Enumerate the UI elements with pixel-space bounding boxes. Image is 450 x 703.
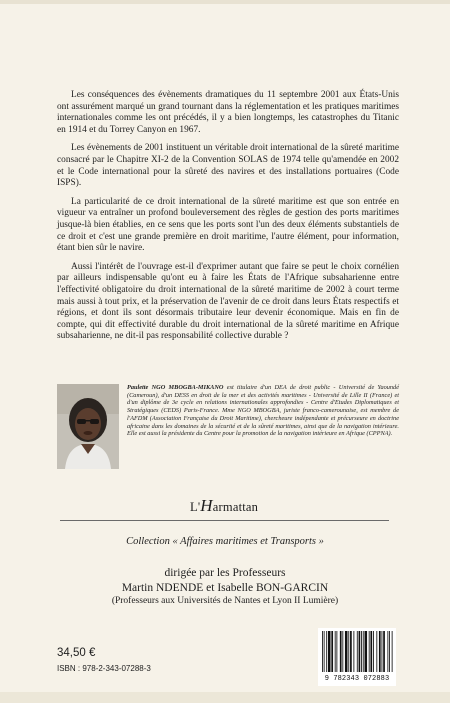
barcode-bar	[322, 631, 323, 672]
barcode-bar	[383, 631, 385, 672]
publisher-rest: armattan	[212, 500, 259, 514]
barcode-bar	[348, 631, 349, 672]
paragraph-1: Les conséquences des évènements dramatiques du 11 septembre 2001 aux États-Unis ont assurément marqué un grand tournant dans la réglementation et les pratiques maritimes internationales comme les ont précédés, il y a bien longtemps, les catastrophes du Titanic en 1914 et du Torrey Canyon en 1967.	[57, 90, 399, 135]
barcode-bar	[389, 631, 390, 672]
barcode-bar	[376, 631, 377, 672]
barcode-bar	[336, 631, 337, 672]
barcode-bar	[328, 631, 331, 672]
barcode-bar	[335, 631, 336, 672]
editors-intro: dirigée par les Professeurs	[164, 567, 286, 579]
author-section	[57, 384, 399, 484]
collection-title: Collection « Affaires maritimes et Transports »	[126, 536, 324, 547]
barcode-bar	[350, 631, 352, 672]
barcode-bar	[392, 631, 393, 672]
author-bio-text: est titulaire d'un DEA de droit public - Université de Yaoundé (Cameroun), d'un DESS en droit de la mer et des activités maritimes - Université de Lille II (France) et d'un diplôme de 3e cycle en relations internationales approfondies - Centre d'Etudes Diplomatiques et Stratégiques (CEDS) Paris-France. Mme NGO MBOGBA, juriste franco-camerounaise, est membre de l'AFDM (Association Française du Droit Maritime), chercheure indépendante et précurseure en doctrine africaine dans les domaines de la sécurité et de la sûreté maritimes, ainsi que de la navigation intérieure. Elle est aussi la présidente du Centre pour la promotion de la navigation intérieure en Afrique (CPPNA).	[127, 384, 399, 438]
publisher-prefix: L'	[190, 500, 201, 514]
divider	[60, 520, 389, 521]
barcode-bar	[357, 631, 358, 672]
barcode-bar	[326, 631, 327, 672]
barcode-bar	[324, 631, 325, 672]
barcode	[318, 628, 396, 686]
barcode-bar	[359, 631, 361, 672]
bottom-fine-print	[0, 692, 450, 695]
barcode-bar	[365, 631, 368, 672]
author-bio	[127, 384, 399, 438]
barcode-bar	[345, 631, 348, 672]
barcode-bar	[361, 631, 362, 672]
paragraph-3: La particularité de ce droit international de la sûreté maritime est que son entrée en vigueur va entraîner un profond bouleversement des règles de gestion des ports maritimes jusque-là bien établies, en ce sens que les ports sont l'un des deux éléments substantiels de ce droit et c'est une grande première en droit maritime, l'autre élément, pour information, étant bien sûr le navire.	[57, 196, 399, 254]
barcode-bar	[353, 631, 354, 672]
barcode-bar	[340, 631, 342, 672]
summary-text	[57, 90, 399, 343]
publisher-initial: H	[200, 496, 213, 515]
barcode-bar	[387, 631, 388, 672]
author-photo	[57, 384, 119, 469]
barcode-bar	[382, 631, 383, 672]
editors-affiliation: (Professeurs aux Universités de Nantes et Lyon II Lumière)	[111, 596, 339, 606]
price: 34,50 €	[57, 647, 96, 659]
barcode-bar	[363, 631, 364, 672]
top-strip	[0, 0, 450, 4]
barcode-bar	[370, 631, 372, 672]
barcode-bar	[331, 631, 333, 672]
barcode-bar	[342, 631, 343, 672]
editors-names: Martin NDENDE et Isabelle BON-GARCIN	[121, 581, 329, 594]
publisher-logo	[190, 496, 280, 518]
paragraph-2: Les évènements de 2001 instituent un véritable droit international de la sûreté maritime consacré par le Chapitre XI-2 de la Convention SOLAS de 1974 telle qu'amendée en 2002 et le Code international pour la sûreté des navires et des installations portuaires (Code ISPS).	[57, 143, 399, 189]
isbn: ISBN : 978-2-343-07288-3	[57, 664, 151, 673]
publisher-name	[190, 496, 258, 516]
barcode-digits: 9 782343 072883	[324, 675, 390, 683]
bottom-strip	[0, 692, 450, 703]
barcode-bar	[369, 631, 370, 672]
author-name: Paulette NGO MBOGBA-MIKANO	[127, 384, 224, 391]
barcode-bar	[379, 631, 381, 672]
paragraph-4: Aussi l'intérêt de l'ouvrage est-il d'exprimer autant que faire se peut le choix cornélien par ailleurs indispensable qu'ont eu à faire les États de l'Afrique subsaharienne entre l'effectivité obligatoire du droit international de la sûreté maritime de 2002 à court terme mais aussi à tout prix, et la préservation de l'avenir de ce droit dans leurs États respectifs et régions, et dont ils sont désormais tributaire leur devenir économique. Mais en fin de compte, qui dit effectivité durable du droit international de la sûreté maritime en Afrique subsaharienne, ne dit-il pas responsabilité collective durable ?	[57, 261, 399, 342]
barcode-bars	[318, 628, 396, 674]
series-editors	[0, 566, 450, 608]
barcode-bar	[373, 631, 374, 672]
